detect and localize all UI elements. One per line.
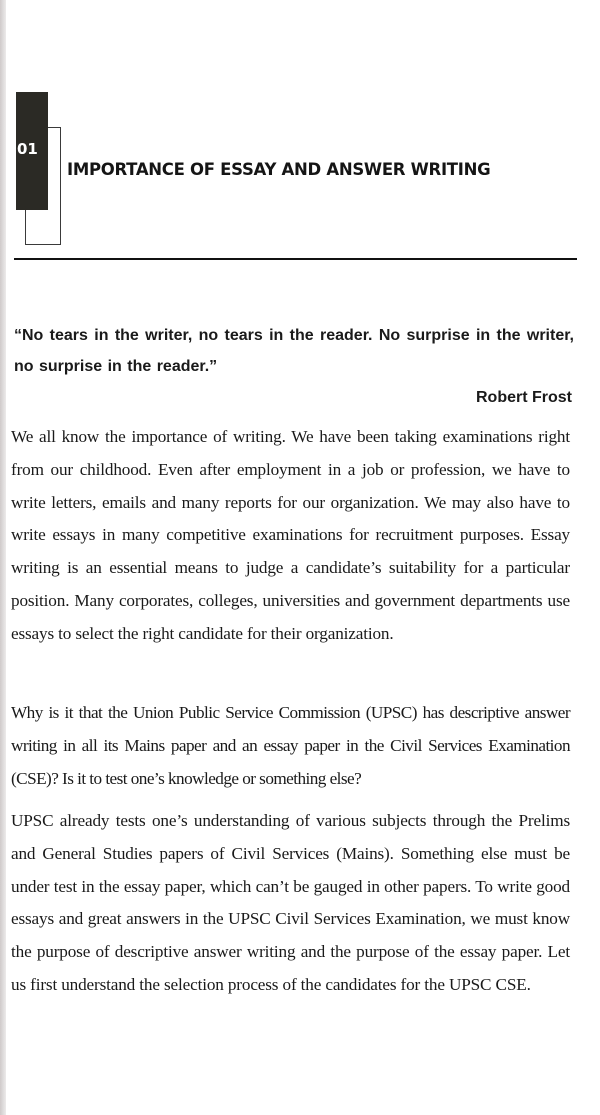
page-binding-edge — [0, 0, 6, 1115]
paragraph-1: We all know the importance of writing. We have been taking examinations right from our childhood. Even after employment in a job or profession, we have to write letters, emails and many reports for our organization. We may also have to write essays in many competitive examinations for recruitment purposes. Essay writing is an essential means to judge a candidate’s suitability for a particular position. Many corporates, colleges, universities and government departments use essays to select the right candidate for their organization. — [11, 427, 570, 643]
paragraph-3: UPSC already tests one’s understanding of various subjects through the Prelims and General Studies papers of Civil Services (Mains). Something else must be under test in the essay paper, which can’t be gauged in other papers. To write good essays and great answers in the UPSC Civil Services Examination, we must know the purpose of descriptive answer writing and the purpose of the essay paper. Let us first understand the selection process of the candidates for the UPSC CSE. — [11, 811, 570, 994]
title-divider — [14, 258, 577, 260]
chapter-title: IMPORTANCE OF ESSAY AND ANSWER WRITING — [67, 160, 491, 179]
chapter-number: 01 — [17, 140, 38, 158]
epigraph-quote: “No tears in the writer, no tears in the reader. No surprise in the writer, no surprise in the reader.” — [14, 327, 574, 375]
epigraph-author: Robert Frost — [476, 389, 572, 406]
paragraph-2: Why is it that the Union Public Service Commission (UPSC) has descriptive answer writing in all its Mains paper and an essay paper in the Civil Services Examination (CSE)? Is it to test one’s knowledge or something else? — [11, 703, 570, 788]
